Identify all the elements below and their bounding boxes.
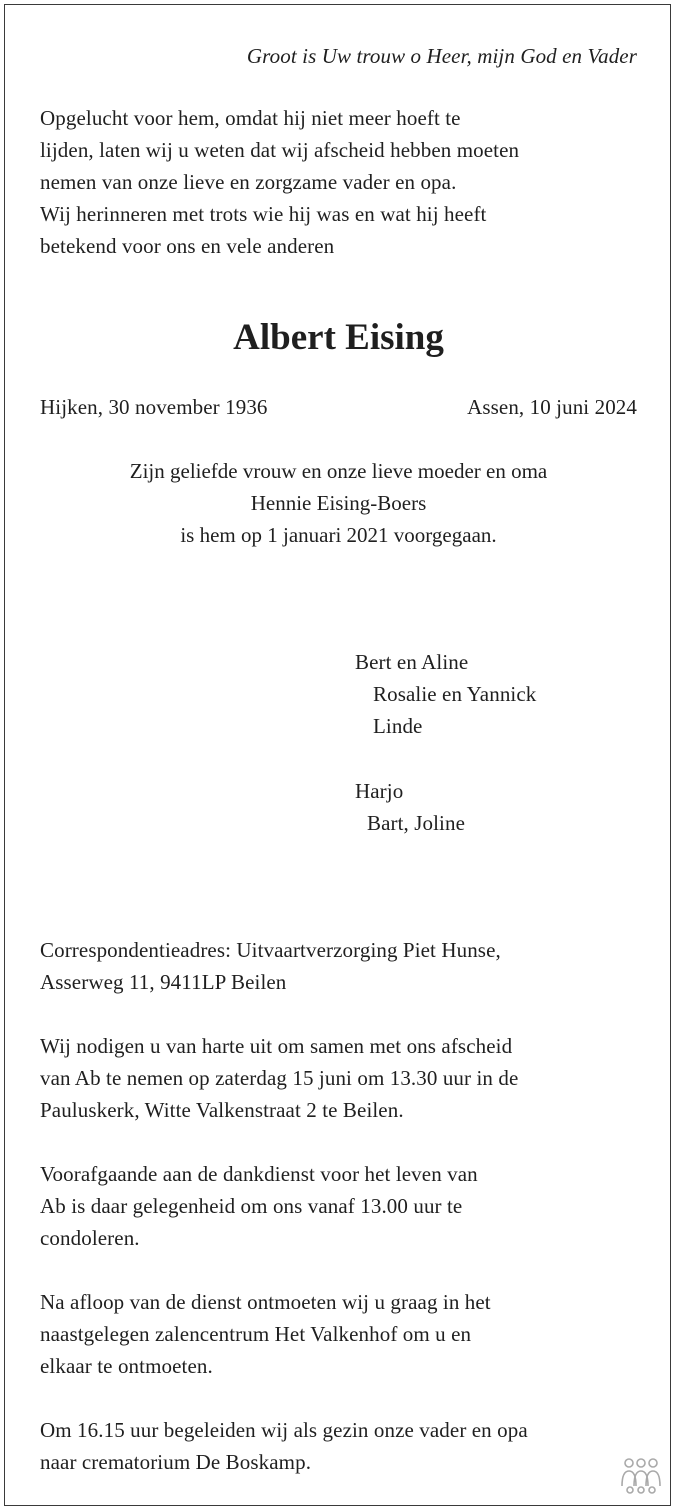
meeting-line: Na afloop van de dienst ontmoeten wij u graag in het	[40, 1290, 491, 1314]
intro-line: lijden, laten wij u weten dat wij afscheid hebben moeten	[40, 138, 520, 162]
cremation-line: Om 16.15 uur begeleiden wij als gezin onze vader en opa	[40, 1418, 528, 1442]
predeceased-line: Hennie Eising-Boers	[250, 491, 427, 515]
condolence-line: condoleren.	[40, 1226, 140, 1250]
cremation-line: naar crematorium De Boskamp.	[40, 1450, 312, 1474]
condolence-line: Voorafgaande aan de dankdienst voor het leven van	[40, 1162, 478, 1186]
meeting-line: naastgelegen zalencentrum Het Valkenhof om u en	[40, 1322, 472, 1346]
intro-line: Wij herinneren met trots wie hij was en wat hij heeft	[40, 202, 487, 226]
birth-place-date: Hijken, 30 november 1936	[40, 395, 268, 419]
invitation-line: van Ab te nemen op zaterdag 15 juni om 13.30 uur in de	[40, 1066, 519, 1090]
family-group-1-child: Rosalie en Yannick	[373, 682, 537, 706]
people-group-logo-icon	[618, 1456, 664, 1498]
motto-verse: Groot is Uw trouw o Heer, mijn God en Vader	[246, 44, 637, 68]
condolence-line: Ab is daar gelegenheid om ons vanaf 13.00 uur te	[40, 1194, 463, 1218]
intro-line: nemen van onze lieve en zorgzame vader en opa.	[40, 170, 457, 194]
correspondence-line: Correspondentieadres: Uitvaartverzorging Piet Hunse,	[40, 938, 501, 962]
family-group-2-child: Bart, Joline	[367, 811, 466, 835]
death-place-date: Assen, 10 juni 2024	[467, 395, 637, 419]
family-group-2-head: Harjo	[355, 779, 404, 803]
predeceased-line: is hem op 1 januari 2021 voorgegaan.	[180, 523, 497, 547]
intro-line: betekend voor ons en vele anderen	[40, 234, 335, 258]
meeting-line: elkaar te ontmoeten.	[40, 1354, 213, 1378]
family-group-1-head: Bert en Aline	[355, 650, 469, 674]
invitation-line: Pauluskerk, Witte Valkenstraat 2 te Beilen.	[40, 1098, 404, 1122]
deceased-name: Albert Eising	[233, 317, 444, 358]
family-group-1-child: Linde	[373, 714, 423, 738]
correspondence-line: Asserweg 11, 9411LP Beilen	[40, 970, 287, 994]
intro-line: Opgelucht voor hem, omdat hij niet meer hoeft te	[40, 106, 461, 130]
predeceased-line: Zijn geliefde vrouw en onze lieve moeder en oma	[129, 459, 548, 483]
invitation-line: Wij nodigen u van harte uit om samen met ons afscheid	[40, 1034, 513, 1058]
